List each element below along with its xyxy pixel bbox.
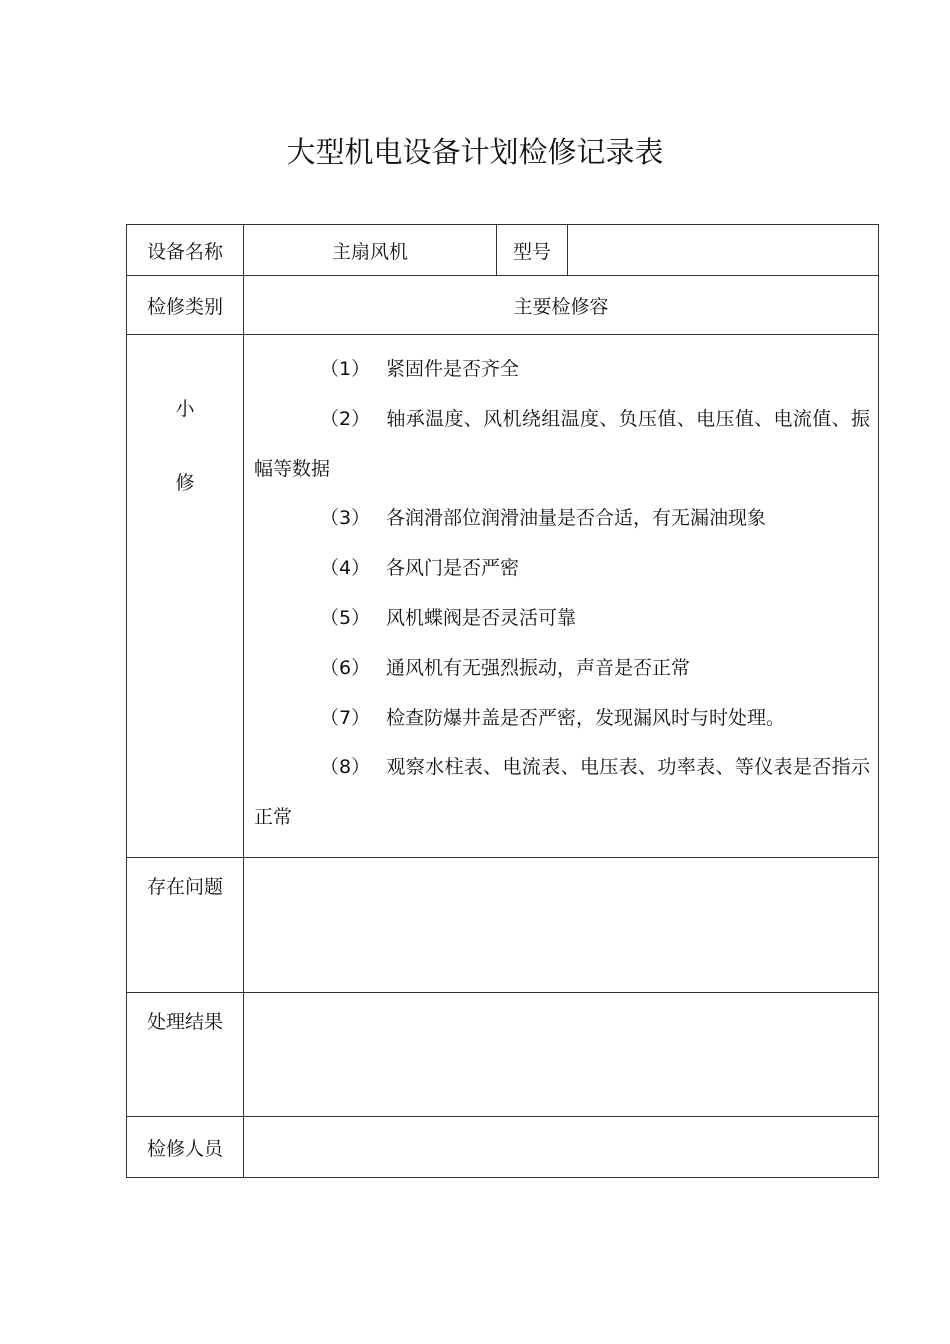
problems-value[interactable] [244, 858, 879, 993]
result-label: 处理结果 [127, 993, 244, 1117]
personnel-value[interactable] [244, 1117, 879, 1178]
inspection-item-4: （4） 各风门是否严密 [320, 557, 520, 580]
personnel-label: 检修人员 [127, 1117, 244, 1178]
personnel-row [127, 1117, 879, 1178]
model-value[interactable] [568, 225, 879, 276]
problems-row [127, 858, 879, 993]
page-title: 大型机电设备计划检修记录表 [286, 135, 664, 169]
inspection-item-7: （7） 检查防爆井盖是否严密，发现漏风时与时处理。 [320, 706, 786, 729]
equipment-row [127, 225, 879, 276]
inspection-item-3: （3） 各润滑部位润滑油量是否合适，有无漏油现象 [320, 507, 767, 530]
small-repair-label-char-1: 小 [175, 398, 195, 420]
small-repair-label-char-2: 修 [175, 472, 195, 494]
inspection-item-5: （5） 风机蝶阀是否灵活可靠 [320, 606, 577, 629]
inspection-item-8: （8） 观察水柱表、电流表、电压表、功率表、等仪表是否指示正常 [254, 756, 870, 829]
result-value[interactable] [244, 993, 879, 1117]
inspection-items [244, 335, 879, 858]
inspection-item-6: （6） 通风机有无强烈振动，声音是否正常 [320, 656, 691, 679]
small-repair-row [127, 335, 879, 858]
equipment-name-label: 设备名称 [127, 225, 244, 276]
equipment-name-value[interactable]: 主扇风机 [244, 225, 497, 276]
category-row [127, 276, 879, 335]
small-repair-label [127, 335, 244, 858]
category-value: 主要检修容 [244, 276, 879, 335]
model-label: 型号 [497, 225, 568, 276]
problems-label: 存在问题 [127, 858, 244, 993]
result-row [127, 993, 879, 1117]
maintenance-record-table [126, 224, 879, 1178]
category-label: 检修类别 [127, 276, 244, 335]
inspection-item-2: （2） 轴承温度、风机绕组温度、负压值、电压值、电流值、振幅等数据 [254, 407, 870, 480]
inspection-item-1: （1） 紧固件是否齐全 [320, 358, 520, 380]
